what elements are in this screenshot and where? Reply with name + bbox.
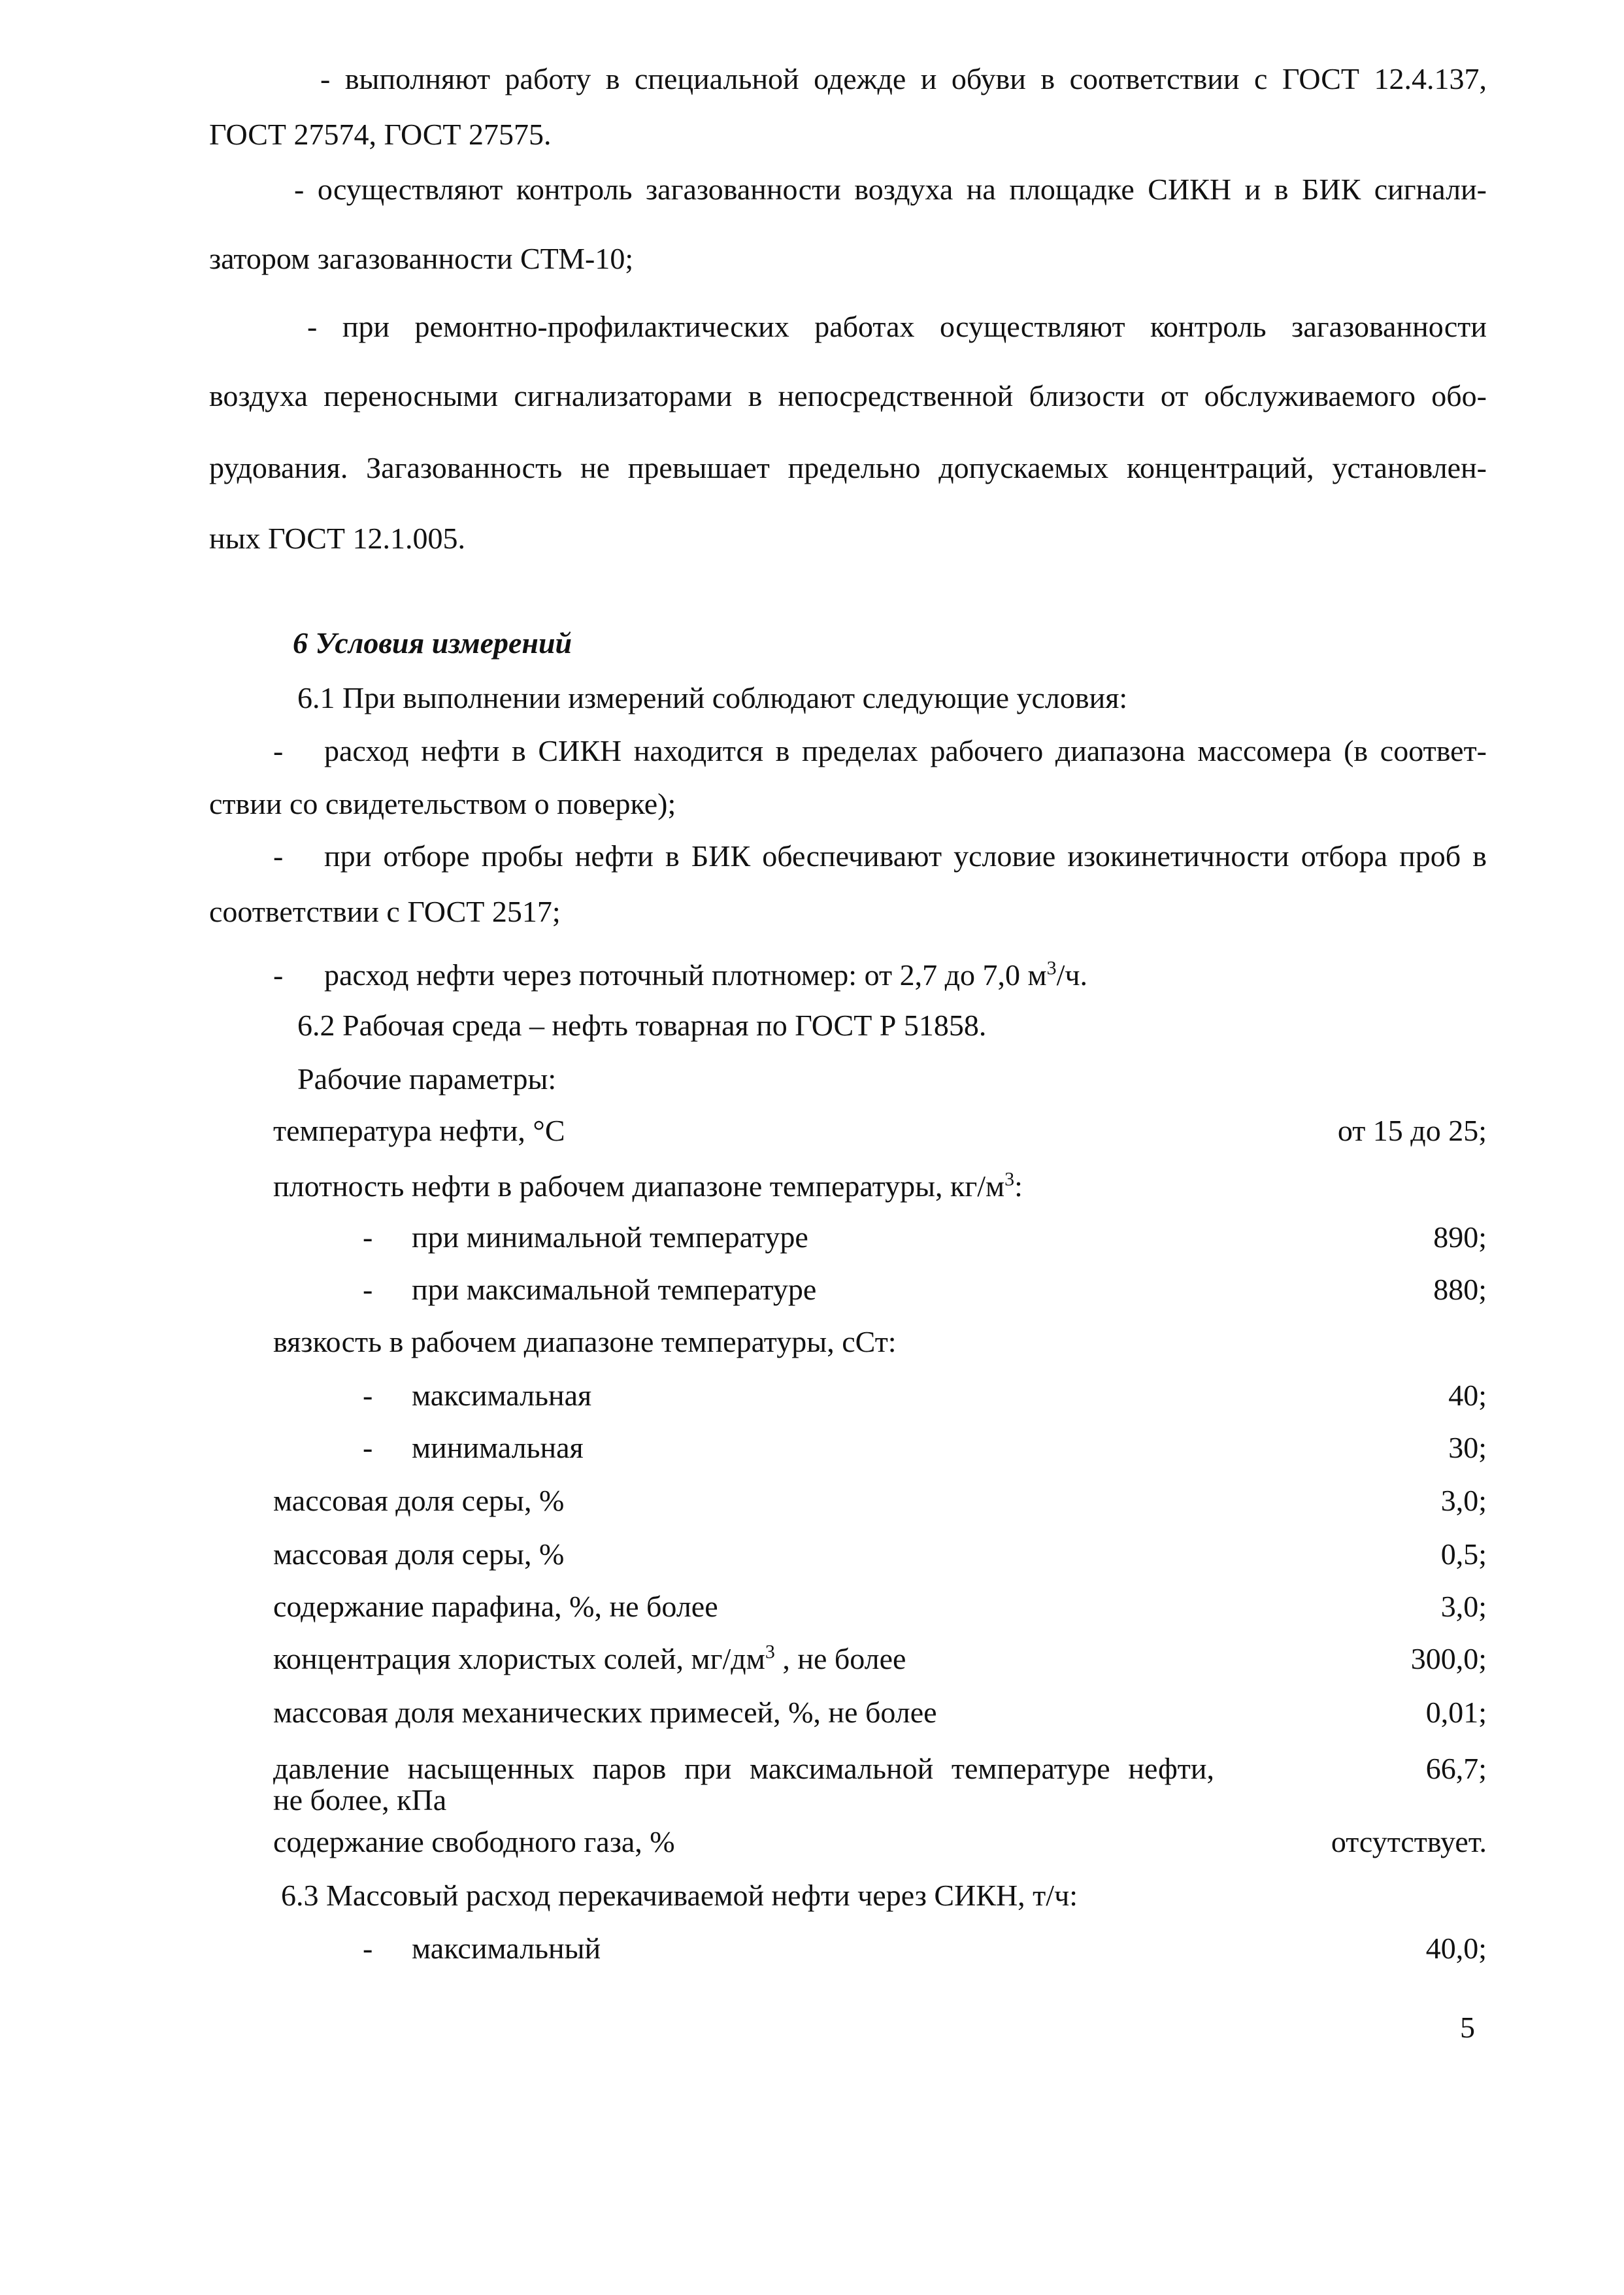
list-item-text <box>324 957 1087 994</box>
param-label: содержание парафина, %, не более <box>273 1590 718 1623</box>
param-label-main: плотность нефти в рабочем диапазоне температуры, кг/м <box>273 1169 1005 1203</box>
param-label: массовая доля серы, % <box>273 1537 565 1571</box>
param-label: давление насыщенных паров при максимальной температуре нефти, <box>273 1752 1214 1785</box>
list-item-text: при отборе пробы нефти в БИК обеспечивают условие изокинетичности отбора проб в <box>324 839 1487 873</box>
param-value: 880; <box>1433 1273 1487 1306</box>
list-dash: - <box>273 839 284 873</box>
list-dash: - <box>363 1431 373 1464</box>
param-label: минимальная <box>412 1431 584 1464</box>
paragraph-line: - выполняют работу в специальной одежде и обуви в соответствии с ГОСТ 12.4.137, <box>320 62 1487 95</box>
list-dash: - <box>363 1379 373 1412</box>
param-label: содержание свободного газа, % <box>273 1825 675 1858</box>
paragraph-line: - при ремонтно-профилактических работах осуществляют контроль загазованности <box>307 310 1487 343</box>
param-label-tail: : <box>1014 1169 1023 1203</box>
param-label: не более, кПа <box>273 1783 447 1817</box>
paragraph-line: воздуха переносными сигнализаторами в непосредственной близости от обслуживаемого обо- <box>209 379 1487 412</box>
param-value: 0,01; <box>1425 1696 1487 1729</box>
param-label: максимальная <box>412 1379 592 1412</box>
paragraph-line: 6.1 При выполнении измерений соблюдают следующие условия: <box>297 681 1128 714</box>
param-label: массовая доля серы, % <box>273 1484 565 1517</box>
param-label: массовая доля механических примесей, %, не более <box>273 1696 937 1729</box>
superscript: 3 <box>765 1641 775 1663</box>
list-dash: - <box>273 958 284 992</box>
paragraph-line: ных ГОСТ 12.1.005. <box>209 522 466 555</box>
param-value: 3,0; <box>1440 1590 1487 1623</box>
page-number: 5 <box>1460 2011 1475 2044</box>
list-dash: - <box>363 1273 373 1306</box>
param-value: 3,0; <box>1440 1484 1487 1517</box>
list-dash: - <box>363 1932 373 1965</box>
list-item-text-tail: /ч. <box>1056 958 1088 992</box>
param-value: 890; <box>1433 1220 1487 1254</box>
list-item-text: расход нефти в СИКН находится в пределах рабочего диапазона массомера (в соответ- <box>324 734 1487 767</box>
param-label: вязкость в рабочем диапазоне температуры, сСт: <box>273 1325 897 1358</box>
param-value: 40,0; <box>1425 1932 1487 1965</box>
paragraph-line: ГОСТ 27574, ГОСТ 27575. <box>209 118 552 151</box>
paragraph-line: 6.3 Массовый расход перекачиваемой нефти через СИКН, т/ч: <box>281 1879 1078 1912</box>
list-dash: - <box>273 734 284 767</box>
list-item-text: соответствии с ГОСТ 2517; <box>209 895 561 928</box>
paragraph-line: 6.2 Рабочая среда – нефть товарная по ГОСТ Р 51858. <box>297 1009 987 1042</box>
param-value: отсутствует. <box>1331 1825 1487 1858</box>
param-label: при максимальной температуре <box>412 1273 817 1306</box>
param-label <box>273 1168 1023 1205</box>
paragraph-line: затором загазованности СТМ-10; <box>209 242 634 275</box>
param-label-tail: , не более <box>774 1642 906 1675</box>
param-label-main: концентрация хлористых солей, мг/дм <box>273 1642 765 1675</box>
params-heading: Рабочие параметры: <box>297 1062 557 1096</box>
param-label <box>273 1641 906 1677</box>
param-label: максимальный <box>412 1932 601 1965</box>
param-value: от 15 до 25; <box>1337 1114 1487 1147</box>
param-value: 66,7; <box>1425 1752 1487 1785</box>
param-value: 30; <box>1448 1431 1487 1464</box>
param-value: 0,5; <box>1440 1537 1487 1571</box>
list-item-text-main: расход нефти через поточный плотномер: от 2,7 до 7,0 м <box>324 958 1047 992</box>
param-label: температура нефти, °С <box>273 1114 565 1147</box>
param-label: при минимальной температуре <box>412 1220 808 1254</box>
paragraph-line: рудования. Загазованность не превышает предельно допускаемых концентраций, установлен- <box>209 451 1487 484</box>
list-item-text: ствии со свидетельством о поверке); <box>209 787 676 820</box>
param-value: 40; <box>1448 1379 1487 1412</box>
superscript: 3 <box>1004 1168 1015 1190</box>
section-heading: 6 Условия измерений <box>293 626 572 660</box>
param-value: 300,0; <box>1410 1642 1487 1675</box>
superscript: 3 <box>1046 957 1057 979</box>
list-dash: - <box>363 1220 373 1254</box>
paragraph-line: - осуществляют контроль загазованности воздуха на площадке СИКН и в БИК сигнали- <box>294 173 1487 206</box>
